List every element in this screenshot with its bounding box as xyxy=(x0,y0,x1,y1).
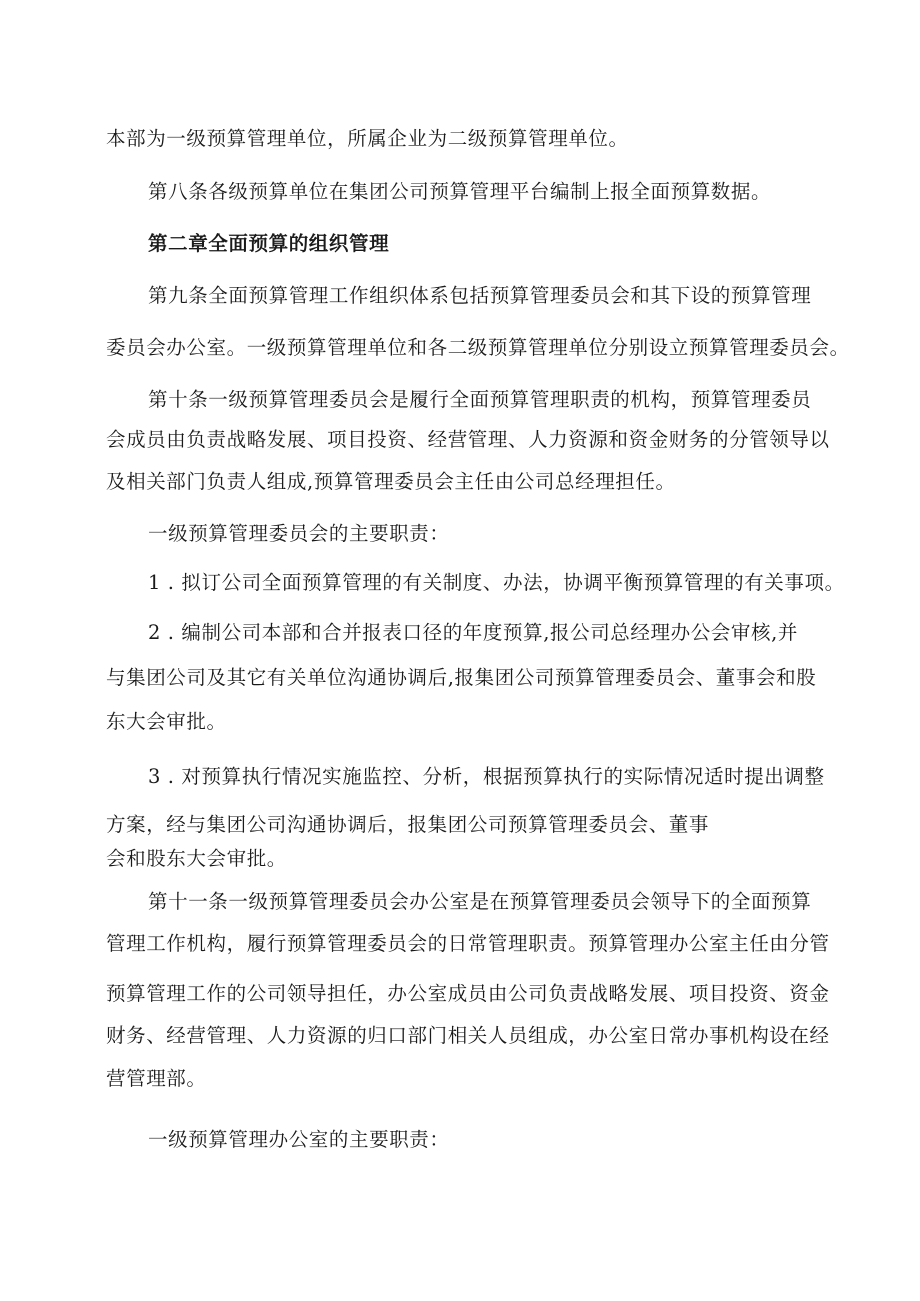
text-line: 第九条全面预算管理工作组织体系包括预算管理委员会和其下设的预算管理 xyxy=(148,284,812,307)
text-line: 一级预算管理委员会的主要职责： xyxy=(148,522,450,545)
text-line: 与集团公司及其它有关单位沟通协调后,报集团公司预算管理委员会、董事会和股 xyxy=(106,666,817,689)
text-line: 第八条各级预算单位在集团公司预算管理平台编制上报全面预算数据。 xyxy=(148,180,772,203)
list-item: 2 . 编制公司本部和合并报表口径的年度预算,报公司总经理办公会审核,并 xyxy=(148,621,798,644)
text-line: 东大会审批。 xyxy=(106,710,227,733)
list-item: 1 . 拟订公司全面预算管理的有关制度、办法，协调平衡预算管理的有关事项。 xyxy=(148,571,845,594)
text-line: 预算管理工作的公司领导担任，办公室成员由公司负责战略发展、项目投资、资金 xyxy=(106,982,830,1005)
text-line: 会成员由负责战略发展、项目投资、经营管理、人力资源和资金财务的分管领导以 xyxy=(106,428,830,451)
text-line: 委员会办公室。一级预算管理单位和各二级预算管理单位分别设立预算管理委员会。 xyxy=(106,336,850,359)
text-line: 一级预算管理办公室的主要职责： xyxy=(148,1128,450,1151)
text-line: 第十一条一级预算管理委员会办公室是在预算管理委员会领导下的全面预算 xyxy=(148,890,812,913)
chapter-heading: 第二章全面预算的组织管理 xyxy=(148,232,390,255)
text-line: 及相关部门负责人组成,预算管理委员会主任由公司总经理担任。 xyxy=(106,470,676,493)
text-line: 方案，经与集团公司沟通协调后，报集团公司预算管理委员会、董事 xyxy=(106,813,710,836)
list-item: 3 . 对预算执行情况实施监控、分析，根据预算执行的实际情况适时提出调整 xyxy=(148,765,825,788)
text-line: 会和股东大会审批。 xyxy=(106,847,287,870)
text-line: 管理工作机构，履行预算管理委员会的日常管理职责。预算管理办公室主任由分管 xyxy=(106,932,830,955)
text-line: 营管理部。 xyxy=(106,1067,207,1090)
text-line: 本部为一级预算管理单位，所属企业为二级预算管理单位。 xyxy=(106,127,629,150)
text-line: 第十条一级预算管理委员会是履行全面预算管理职责的机构，预算管理委员 xyxy=(148,388,812,411)
text-line: 财务、经营管理、人力资源的归口部门相关人员组成，办公室日常办事机构设在经 xyxy=(106,1024,830,1047)
